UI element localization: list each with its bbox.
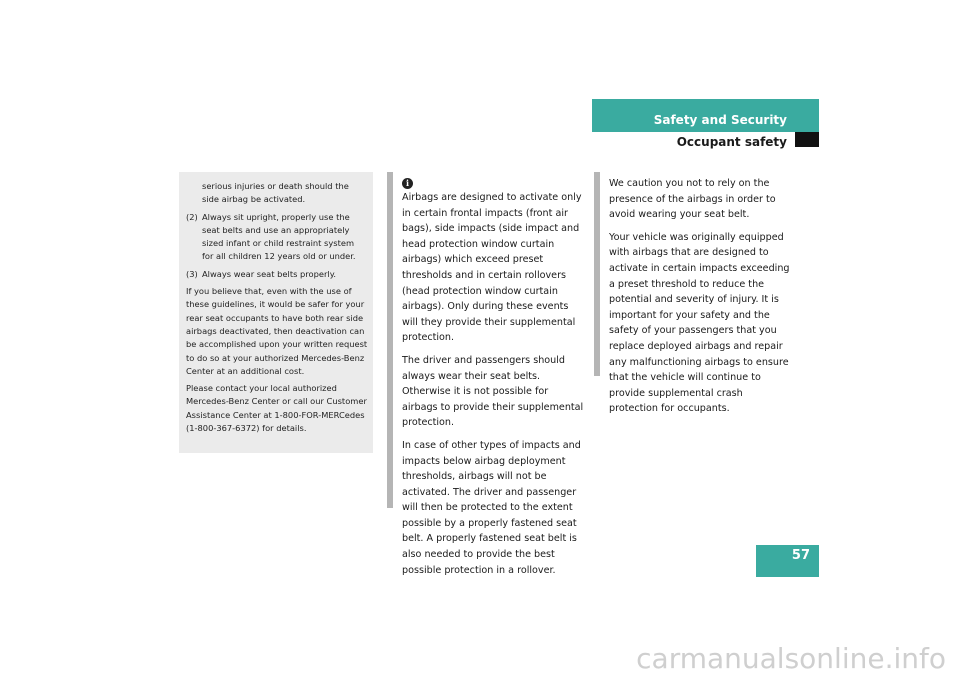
paragraph: Your vehicle was originally equipped with airbags that are designed to activate in certain impacts exceeding a preset threshold to reduce the potential and severity of injury. It is important for your safety and the safety of your passengers that you replace deployed airbags and repair any malfunctioning airbags to ensure that the vehicle will continue to provide supplemental crash protection for occupants. [609, 231, 790, 415]
page-number: 57 [791, 548, 810, 563]
column-divider [387, 172, 393, 508]
note-text [186, 180, 368, 439]
paragraph: We caution you not to rely on the presence of the airbags in order to avoid wearing your seat belt. [609, 178, 776, 221]
note-item-number: (2) [186, 211, 198, 222]
note-item-number: (3) [186, 268, 198, 279]
note-paragraph: Please contact your local authorized Mercedes-Benz Center or call our Customer Assistance Center at 1-800-FOR-MERCedes (1-800-367-6372) for details. [186, 383, 367, 434]
paragraph: The driver and passengers should always wear their seat belts. Otherwise it is not possible for airbags to provide their supplemental protection. [402, 354, 584, 429]
subsection-title: Occupant safety [676, 135, 787, 149]
paragraph: In case of other types of impacts and impacts below airbag deployment thresholds, airbags will not be activated. The driver and passenger will then be protected to the extent possible by a properly fastened seat belt. A properly fastened seat belt is also needed to provide the best possible protection in a rollover. [402, 439, 581, 576]
note-continuation: serious injuries or death should the side airbag be activated. [202, 181, 349, 205]
column-divider [594, 172, 600, 376]
column-3 [609, 176, 791, 424]
paragraph: Airbags are designed to activate only in certain frontal impacts (front air bags), side impacts (side impact and head protection window curtain airbags) which exceed preset thresholds and in certain rollovers (head protection window curtain airbags). Only during these events will they provide their supplemental protection. [402, 192, 582, 344]
note-paragraph: If you believe that, even with the use of these guidelines, it would be safer for your rear seat occupants to have both rear side airbags deactivated, then deactivation can be accomplished upon your written request to do so at your authorized Mercedes-Benz Center at an additional cost. [186, 286, 368, 376]
section-title: Safety and Security [653, 113, 787, 127]
header-marker [795, 132, 819, 147]
note-item [186, 268, 368, 281]
column-2 [402, 176, 584, 585]
note-item [186, 211, 368, 264]
note-item-text: Always wear seat belts properly. [202, 268, 337, 279]
info-icon: i [402, 178, 413, 189]
watermark: carmanualsonline.info [636, 642, 946, 675]
note-item-text: Always sit upright, properly use the seat belts and use an appropriately sized infant or child restraint system for all children 12 years old or under. [202, 211, 356, 262]
